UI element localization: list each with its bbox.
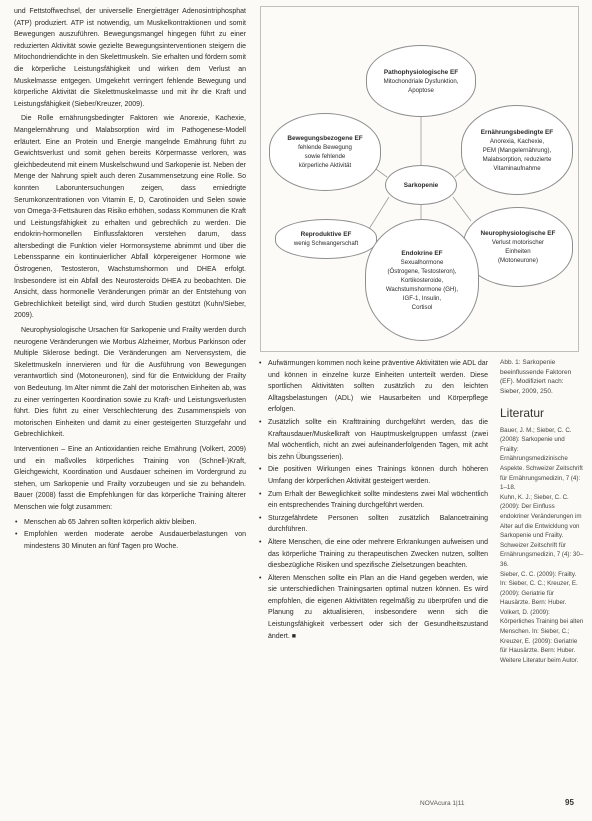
literature-heading: Literatur (500, 406, 545, 420)
node-title: Reproduktive EF (300, 231, 352, 238)
node-line: fehlende Bewegung (298, 144, 352, 151)
page-number: 95 (565, 798, 574, 807)
list-item: • Die positiven Wirkungen eines Trainings können durch höheren Umfang der körperlichen Aktivität gesteigert werden. (258, 464, 488, 487)
paragraph: Neurophysiologische Ursachen für Sarkopenie und Frailty werden durch neurogene Veränderungen wie Morbus Alzheimer, Morbus Parkinson oder Multiple Sklerose bedingt. Die Veränderungen am Nervensystem, die Skelettmuskeln innervieren und für die Ausführung von Bewegungen verantwortlich sind (Motoneuronen), sind für die Entwicklung der Frailty von Bedeutung. Im Alter nimmt die Zahl der motorischen Einheiten ab, was zu einer verringerten Koordination sowie zu Kraft- und Leistungsverlusten führt. Dies führt zu einer Verschlechterung des Zusammenspiels von motorischen Einheiten und damit zu einer gesteigerten Sturzgefahr und Gebrechlichkeit. (14, 327, 246, 439)
figure-caption: Abb. 1: Sarkopenie beeinflussende Faktoren (EF). Modifiziert nach: Sieber, 2009, 250. (500, 359, 572, 395)
reference-list (500, 426, 584, 666)
node-title: Pathophysiologische EF (383, 68, 459, 76)
training-recommendations-list (258, 358, 488, 642)
node-line: Einheiten (505, 248, 531, 255)
issue-label: NOVAcura 1|11 (420, 800, 465, 807)
node-line: Mitochondriale Dysfunktion, (383, 77, 459, 85)
node-line: Vitaminaufnahme (493, 164, 541, 172)
node-line: PEM (Mangelernährung), (482, 146, 552, 154)
node-line: Anorexia, Kachexie, (489, 137, 545, 145)
list-item: • Empfohlen werden moderate aerobe Ausdauerbelastungen von mindestens 30 Minuten an fünf Tagen pro Woche. (14, 529, 246, 552)
node-line: (Motoneurone) (498, 257, 538, 264)
paragraph: und Fettstoffwechsel, der universelle Energieträger Adenosintriphosphat (ATP) produziert. ATP ist notwendig, um Muskelkontraktionen und somit Bewegungen auszuführen. Bewegungsmangel hingegen führt zu einer reduzierten Aktivität sowie gezielte Bewegungsinterventionen steigern die Mitochondriendichte in den Skelettmuskeln. Sie erhalten und fördern somit die körperliche Leistungsfähigkeit und wirken dem Verlust an Muskelmasse entgegen. Umgekehrt verringert fehlende Bewegung und körperliche Aktivität die Skelettmuskelmasse und mit ihr die Kraft und Leistungsfähigkeit (Sieber/Kreuzer, 2009). (14, 8, 246, 108)
sarcopenia-factor-diagram (260, 6, 579, 352)
node-nutrition (461, 105, 573, 195)
list-item-text: Älteren Menschen sollte ein Plan an die Hand gegeben werden, wie sie unterschiedlichen Trainingsarten optimal nutzen können. Es wird empfohlen, die eigenen Aktivitäten regelmäßig zu überprüfen und die Planung zu aktualisieren, insbesondere wenn sich die Leistungsfähigkeit verbessert oder sich der Gesundheitszustand ändert. (268, 574, 488, 640)
list-item: • Zusätzlich sollte ein Krafttraining durchgeführt werden, das die Kraftausdauer/Muskelkraft von Hauptmuskelgruppen umfasst (zwei Mal wöchentlich, nicht an zwei aufeinanderfolgenden Tagen, mit acht bis zehn Übungsserien). (258, 417, 488, 463)
list-item: • Zum Erhalt der Beweglichkeit sollte mindestens zwei Mal wöchentlich ein entsprechendes Training durchgeführt werden. (258, 489, 488, 512)
node-neurophysiological (463, 207, 573, 287)
node-line: körperliche Aktivität (298, 162, 352, 169)
node-line: wenig Schwangerschaft (293, 240, 359, 247)
center-label: Sarkopenie (403, 181, 439, 189)
node-line: Apoptose (408, 86, 434, 94)
node-line: sowie fehlende (304, 153, 346, 160)
node-title: Endokrine EF (401, 249, 443, 257)
middle-column (258, 358, 488, 643)
node-title: Bewegungsbezogene EF (287, 135, 363, 142)
node-title: Ernährungsbedingte EF (480, 128, 554, 136)
end-mark: ■ (291, 632, 296, 640)
reference-item: Kuhn, K. J.; Sieber, C. C. (2009): Der Einfluss endokriner Veränderungen im Alter auf die Entwicklung von Sarkopenie und Frailty. Schweizer Zeitschrift für Ernährungsmedizin, 7 (4): 30–36. (500, 493, 584, 568)
node-pathophysiological (366, 45, 476, 117)
reference-item: Volkert, D. (2009): Körperliches Training bei alten Menschen. In: Sieber, C.; Kreuzer, E. (2009): Geriatrie für Hausärzte. Bern: Huber. (500, 608, 584, 655)
node-title: Neurophysiologische EF (480, 230, 556, 237)
list-item: • Ältere Menschen, die eine oder mehrere Erkrankungen aufweisen und das körperliche Training zu therapeutischen Zwecken nutzen, sollten diesbezügliche Risiken und spezifische Zielsetzungen beachten. (258, 537, 488, 572)
node-line: Wachstumshormone (GH), (385, 285, 459, 293)
left-column (14, 6, 246, 553)
reference-item: Sieber, C. C. (2009): Frailty. In: Sieber, C. C.; Kreuzer, E. (2009): Geriatrie für Hausärzte. Bern: Huber. (500, 570, 578, 607)
node-movement (269, 113, 381, 191)
list-item: • Aufwärmungen kommen noch keine präventive Aktivitäten wie ADL dar und können in einzelne kurze Einheiten unterteilt werden. Diese sportlichen Aktivitäten sollten zusätzlich zu den leichten Alltagsbelastungen (ADL) wie Hausarbeiten und Körperpflege erfolgen. (258, 358, 488, 416)
paragraph: Die Rolle ernährungsbedingter Faktoren wie Anorexie, Kachexie, Mangelernährung und Malabsorption wird im Pathogenese-Modell erläutert. Eine an Protein und Energie mangelnde Ernährung führt zu Gewichtsverlust und somit gehen bereits Körpermasse verloren, was gleichbedeutend mit einem Muskelschwund und Sarkopenie ist. Neben der Menge der Nahrung spielt auch deren Zusammensetzung eine Rolle. So konnten Laboruntersuchungen zeigen, dass erniedrigte Serumkonzentrationen von Vitamin E, D, Carotinoiden und Selen sowie von Omega-3-Fettsäuren das Risiko erhöhen, sodass Kommunen die Kraft und Leistungsfähigkeit zu erhalten und gebrechlich zu werden. Die endokrin-hormonellen Einflussfaktoren verstehen darum, dass altersbedingt die Funktion vieler Hormonsysteme abnimmt und über die Lebensspanne ein kontinuierlicher Abfall körpereigener Hormone wie Östrogenen, Testosteron, Wachstumshormon und DHEA erfolgt. Insbesondere ist ein Abfall des Neurosteroids DHEA zu beobachten. Die Ansicht, dass hormonelle Veränderungen primär an der Entstehung von Gebrechlichkeit beteiligt sind, wird durch Studien gestützt (Kuhn/Sieber, 2009). (14, 115, 246, 320)
connector-bl (369, 197, 389, 229)
node-line: Cortisol (411, 303, 433, 311)
recommendation-list (14, 517, 246, 553)
interventions-paragraph: Interventionen – Eine an Antioxidantien reiche Ernährung (Volkert, 2009) und ein maßvolles körperliches Training von (Schnell-)Kraft, Gleichgewicht, Koordination und Ausdauer scheinen im Vordergrund zu stehen, um Sarkopenie und Frailty vorzubeugen und sie zu behandeln. Bauer (2008) fasst die Empfehlungen für das körperliche Training älterer Menschen wie folgt zusammen: (14, 445, 246, 511)
list-item: • Menschen ab 65 Jahren sollten körperlich aktiv bleiben. (14, 517, 246, 529)
right-column (500, 358, 584, 665)
list-item: • Sturzgefährdete Personen sollten zusätzlich Balancetraining durchführen. (258, 513, 488, 536)
list-item (258, 573, 488, 643)
node-line: Malabsorption, reduzierte (482, 155, 552, 163)
node-line: Verlust motorischer (491, 239, 545, 246)
node-sarcopenia (385, 165, 457, 205)
reference-item: Weitere Literatur beim Autor. (500, 656, 579, 664)
node-line: IGF-1, Insulin, (402, 294, 442, 302)
reference-item: Bauer, J. M.; Sieber, C. C. (2008): Sarkopenie und Frailty: Ernährungsmedizinische Aspekte. Schweizer Zeitschrift für Ernährungsmedizin, 7 (4): 1–18. (500, 426, 583, 492)
node-reproductive (275, 219, 377, 259)
connector-br (453, 197, 471, 221)
node-line: (Östrogene, Testosteron), (387, 267, 457, 275)
node-line: Kortikosteroide, (400, 276, 444, 284)
node-endocrine (365, 219, 479, 341)
node-line: Sexualhormone (400, 258, 444, 266)
